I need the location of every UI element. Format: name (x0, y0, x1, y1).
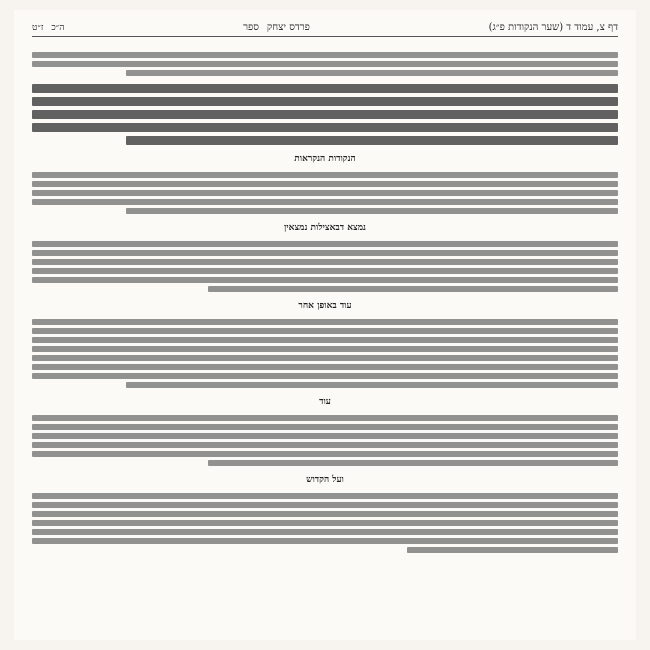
text-line (32, 52, 618, 58)
section-block (32, 319, 618, 388)
text-line (32, 364, 618, 370)
text-line (32, 319, 618, 325)
page-content (32, 44, 618, 630)
section-subhead: ועל הקדוש (306, 475, 344, 485)
page-number: ה״כ (51, 22, 65, 33)
intro-block (32, 52, 618, 76)
text-line (126, 70, 618, 76)
text-line (126, 382, 618, 388)
text-line (32, 433, 618, 439)
text-line-bold (32, 84, 618, 93)
header-center-group (243, 22, 310, 33)
page-header (32, 18, 618, 37)
section-block (32, 241, 618, 292)
header-right-group (489, 22, 618, 33)
text-line (32, 190, 618, 196)
text-line (126, 208, 618, 214)
text-line (208, 286, 618, 292)
text-line (32, 241, 618, 247)
text-line (32, 451, 618, 457)
section-subhead: הנקודות הנקראות (294, 154, 356, 164)
text-line (32, 346, 618, 352)
text-line (32, 424, 618, 430)
text-line (32, 529, 618, 535)
text-line (32, 268, 618, 274)
text-line (32, 199, 618, 205)
section-block (32, 172, 618, 214)
text-line (32, 520, 618, 526)
section-block (32, 493, 618, 553)
section-subhead: עוד (319, 397, 331, 407)
text-line (32, 502, 618, 508)
text-line-bold (32, 123, 618, 132)
text-line (32, 337, 618, 343)
header-right-title: דף צ, עמוד ד (שער הנקודות פ״ג) (488, 21, 618, 33)
text-line (32, 538, 618, 544)
main-block (32, 84, 618, 145)
section-subhead: נמצא דבאצילות נמצאין (284, 223, 366, 233)
text-line (407, 547, 618, 553)
text-line (32, 61, 618, 67)
text-line-bold (126, 136, 618, 145)
text-line (32, 277, 618, 283)
text-line (32, 511, 618, 517)
document-page (14, 10, 636, 640)
header-left-group (32, 22, 64, 33)
text-line (32, 328, 618, 334)
text-line (32, 442, 618, 448)
text-line (32, 493, 618, 499)
book-title: פרדס יצחק (266, 21, 310, 33)
text-line-bold (32, 110, 618, 119)
text-line-bold (32, 97, 618, 106)
section-subhead: עוד באופן אחר (298, 301, 352, 311)
header-left-title: ספר (243, 21, 259, 33)
text-line (32, 181, 618, 187)
text-line (32, 250, 618, 256)
section-block (32, 415, 618, 466)
page-marker: ז״ט (32, 22, 44, 33)
text-line (32, 355, 618, 361)
text-line (32, 259, 618, 265)
text-line (32, 415, 618, 421)
text-line (32, 172, 618, 178)
text-line (32, 373, 618, 379)
text-line (208, 460, 618, 466)
